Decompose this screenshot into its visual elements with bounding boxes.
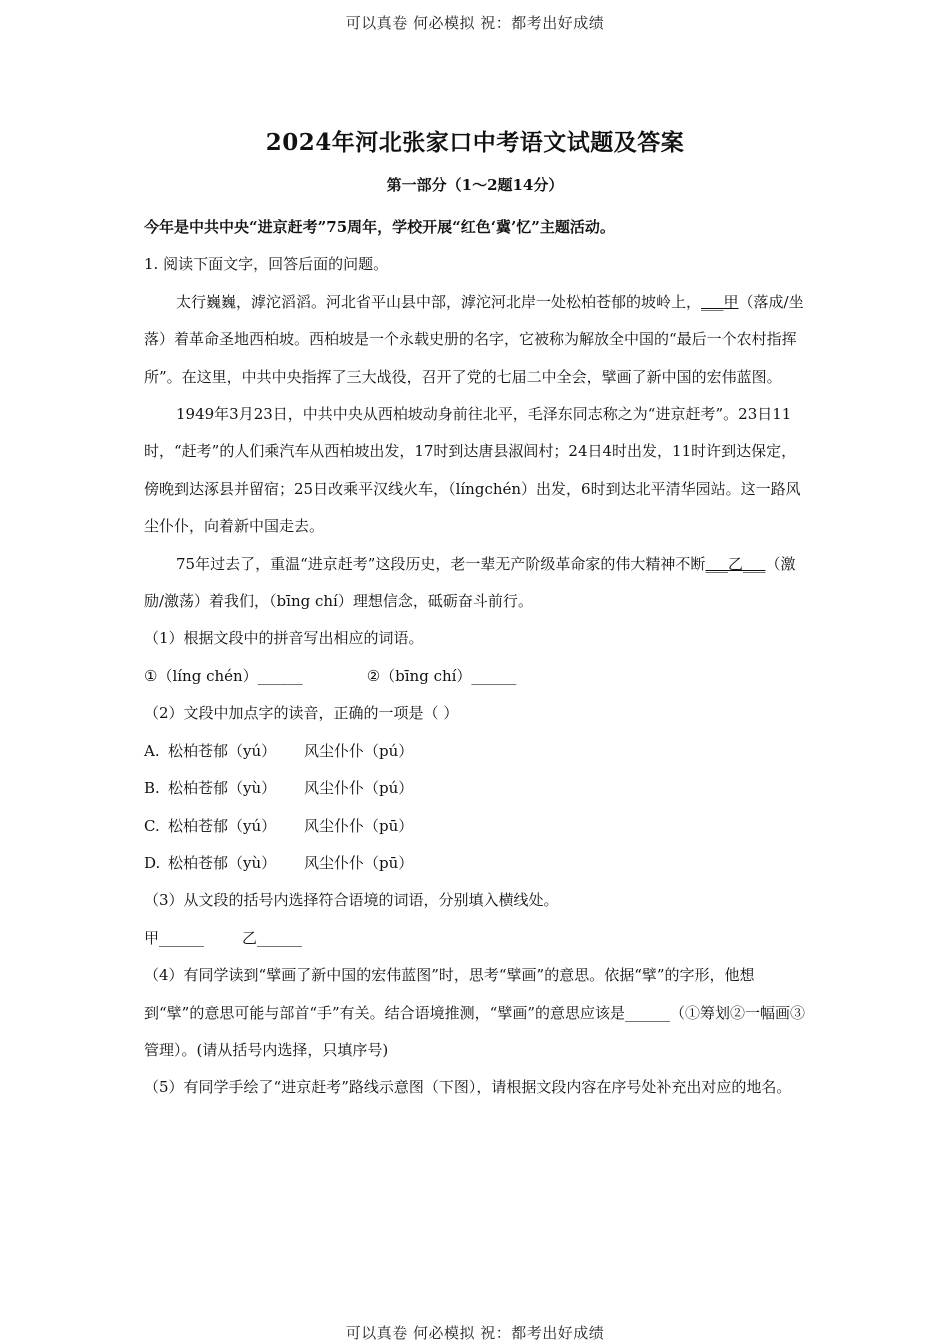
- blank-yi: ___乙___: [705, 554, 766, 573]
- blank-jia: ___甲: [701, 292, 739, 311]
- answer-blank-yi: 乙______: [242, 928, 303, 947]
- option-b: [144, 770, 808, 807]
- para1-text-a: 太行巍巍，滹沱滔滔。河北省平山县中部，滹沱河北岸一处松柏苍郁的坡岭上，: [176, 292, 702, 311]
- option-part-2: 风尘仆仆（pú）: [304, 741, 414, 760]
- option-part-2: 风尘仆仆（pú）: [304, 779, 414, 798]
- answer-blank-jia: 甲______: [144, 928, 205, 947]
- page-footer: 可以真卷 何必模拟 祝：都考出好成绩: [345, 1324, 605, 1342]
- passage-paragraph-3: [144, 546, 808, 621]
- option-part-1: 松柏苍郁（yú）: [168, 741, 277, 760]
- para1-text-b: （落成/坐落）着革命圣地西柏坡。西柏坡是一个永载史册的名字，它被称为解放全中国的“最后一个农村指挥所”。在这里，中共中央指挥了三大战役，召开了党的七届二中全会，擘画了新中国的宏伟蓝图。: [144, 292, 804, 386]
- answer-blank-1: ①（líng chén）______: [144, 666, 303, 685]
- page-title: 2024年河北张家口中考语文试题及答案: [265, 129, 685, 156]
- intro-text: 今年是中共中央“进京赶考”75周年，学校开展“红色‘冀’忆”主题活动。: [144, 218, 615, 236]
- option-a: [144, 733, 808, 770]
- option-part-1: 松柏苍郁（yù）: [168, 779, 277, 798]
- option-label: C.: [144, 816, 160, 835]
- sub-question-4: （4）有同学读到“擘画了新中国的宏伟蓝图”时，思考“擘画”的意思。依据“擘”的字形，他想到“擘”的意思可能与部首“手”有关。结合语境推测，“擘画”的意思应该是______（①筹划②一幅画③管理）。(请从括号内选择，只填序号): [144, 966, 806, 1059]
- question-stem: 1. 阅读下面文字，回答后面的问题。: [144, 255, 389, 274]
- option-label: B.: [144, 779, 160, 798]
- option-label: D.: [144, 853, 161, 872]
- sub-question-1: （1）根据文段中的拼音写出相应的词语。: [144, 629, 424, 648]
- answer-blank-2: ②（bīng chí）______: [366, 666, 517, 685]
- page-header: 可以真卷 何必模拟 祝：都考出好成绩: [345, 14, 605, 32]
- option-part-1: 松柏苍郁（yù）: [168, 853, 277, 872]
- passage-paragraph-1: [144, 284, 808, 396]
- option-label: A.: [144, 741, 160, 760]
- option-d: [144, 845, 808, 882]
- option-c: [144, 808, 808, 845]
- sub-question-3-answers: [144, 920, 808, 957]
- para3-text-b: （激励/激荡）着我们，（bīng chí）理想信念，砥砺奋斗前行。: [144, 554, 796, 611]
- sub-question-5: （5）有同学手绘了“进京赶考”路线示意图（下图），请根据文段内容在序号处补充出对应的地名。: [144, 1078, 792, 1097]
- sub-question-2: （2）文段中加点字的读音，正确的一项是（ ）: [144, 704, 459, 723]
- option-part-1: 松柏苍郁（yú）: [168, 816, 277, 835]
- sub-question-1-answers: [144, 658, 808, 695]
- passage-paragraph-2: 1949年3月23日，中共中央从西柏坡动身前往北平，毛泽东同志称之为“进京赶考”。23日11时，“赶考”的人们乘汽车从西柏坡出发，17时到达唐县淑闾村；24日4时出发，11时许到达保定，傍晚到达涿县并留宿；25日改乘平汉线火车，（língchén）出发，6时到达北平清华园站。这一路风尘仆仆，向着新中国走去。: [144, 405, 801, 536]
- option-part-2: 风尘仆仆（pū）: [304, 853, 414, 872]
- para3-text-a: 75年过去了，重温“进京赶考”这段历史，老一辈无产阶级革命家的伟大精神不断: [176, 554, 706, 573]
- option-part-2: 风尘仆仆（pū）: [304, 816, 414, 835]
- question-content: [144, 209, 808, 1107]
- section-subtitle: 第一部分（1～2题14分）: [386, 176, 564, 194]
- sub-question-3: （3）从文段的括号内选择符合语境的词语，分别填入横线处。: [144, 891, 559, 910]
